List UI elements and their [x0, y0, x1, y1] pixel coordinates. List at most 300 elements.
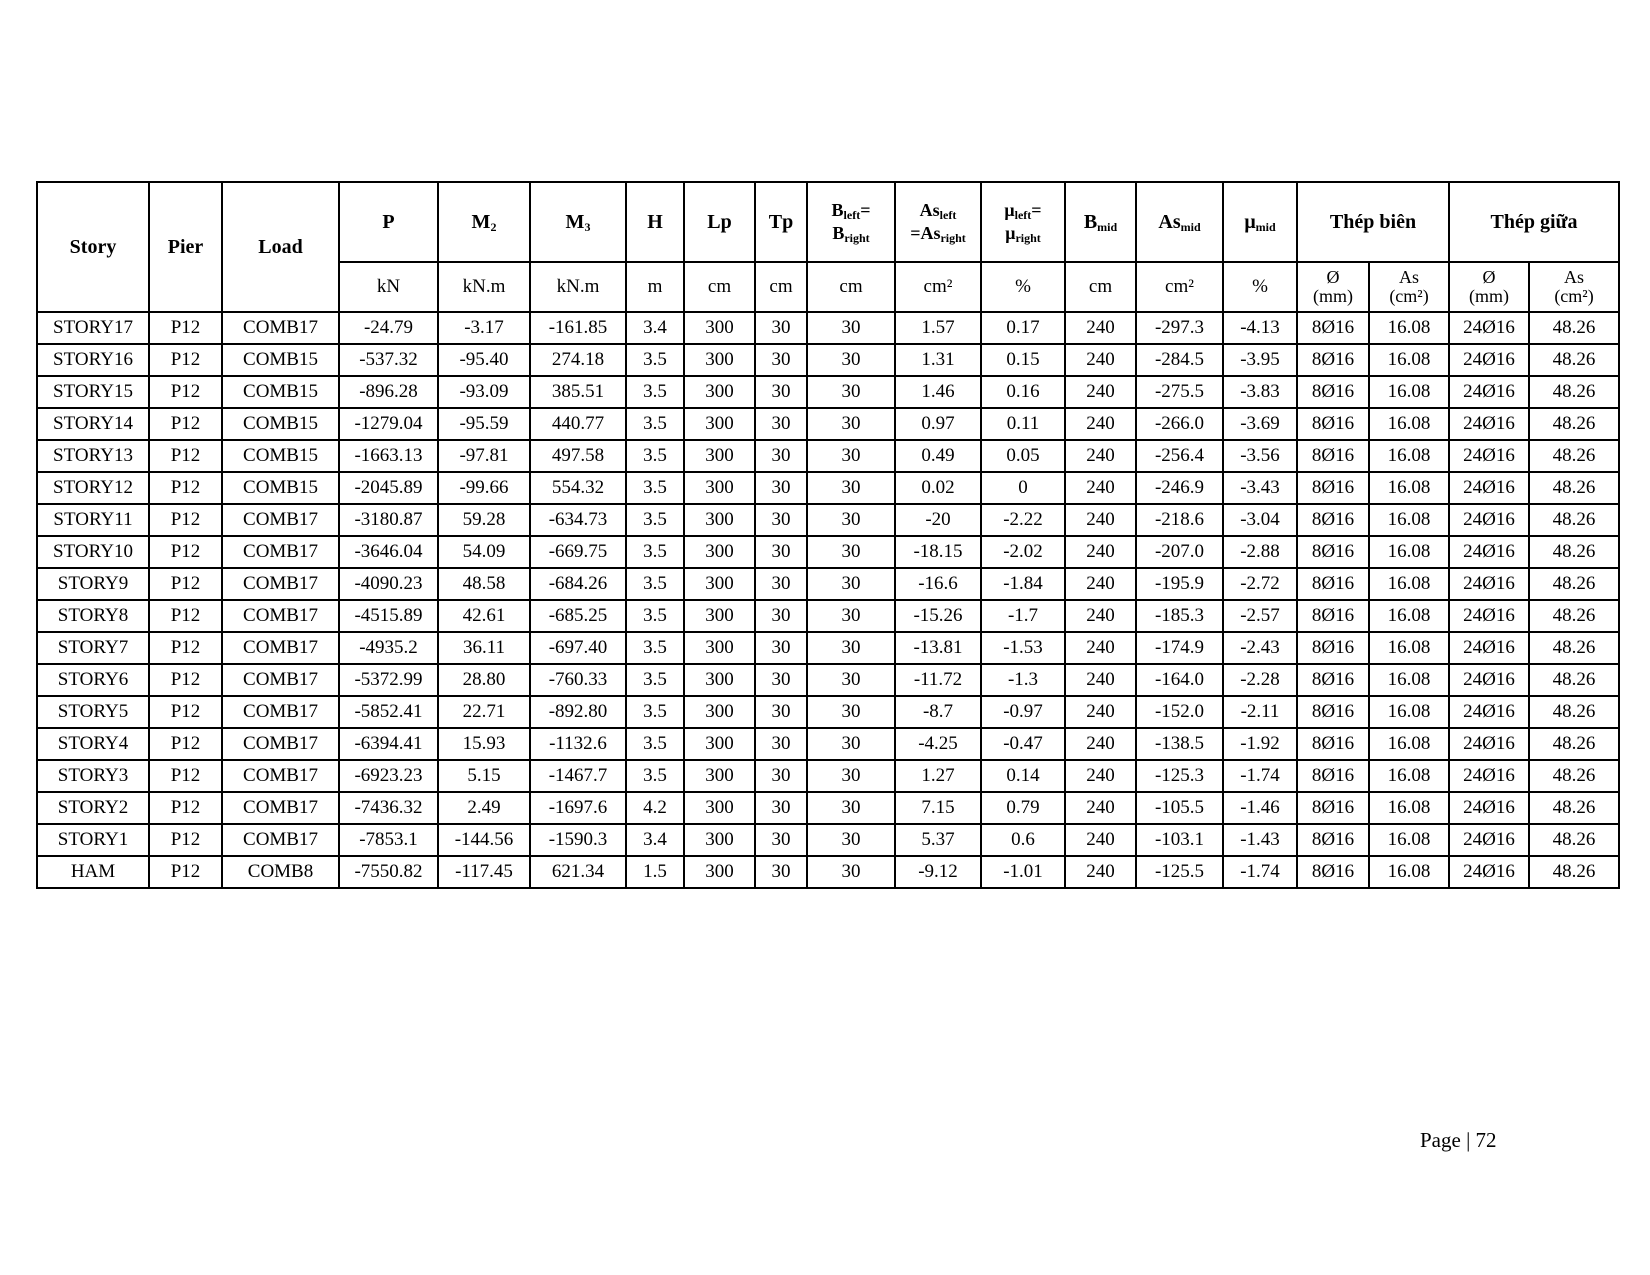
- cell-h: 3.5: [626, 440, 684, 472]
- cell-tp: 30: [755, 504, 807, 536]
- cell-h: 3.5: [626, 472, 684, 504]
- cell-lp: 300: [684, 344, 755, 376]
- cell-giua-as: 48.26: [1529, 472, 1619, 504]
- header-p: P: [339, 182, 438, 262]
- cell-tp: 30: [755, 664, 807, 696]
- cell-mu: 0.17: [981, 312, 1065, 344]
- unit-bien-as: As (cm²): [1369, 262, 1449, 312]
- table-row: [37, 632, 1619, 664]
- unit-m3: kN.m: [530, 262, 626, 312]
- cell-m2: -3.17: [438, 312, 530, 344]
- cell-tp: 30: [755, 856, 807, 888]
- cell-b: 30: [807, 728, 895, 760]
- cell-as-mid: -207.0: [1136, 536, 1223, 568]
- cell-tp: 30: [755, 376, 807, 408]
- cell-b: 30: [807, 504, 895, 536]
- cell-h: 3.5: [626, 344, 684, 376]
- cell-load: COMB15: [222, 376, 339, 408]
- cell-as: -8.7: [895, 696, 981, 728]
- cell-load: COMB17: [222, 760, 339, 792]
- header-load: Load: [222, 182, 339, 312]
- cell-b-mid: 240: [1065, 664, 1136, 696]
- cell-tp: 30: [755, 792, 807, 824]
- cell-as: 0.02: [895, 472, 981, 504]
- cell-load: COMB17: [222, 504, 339, 536]
- cell-pier: P12: [149, 696, 222, 728]
- cell-m2: -144.56: [438, 824, 530, 856]
- cell-as: -15.26: [895, 600, 981, 632]
- table-row: [37, 696, 1619, 728]
- cell-tp: 30: [755, 632, 807, 664]
- header-b-mid: Bmid: [1065, 182, 1136, 262]
- cell-mu: -1.01: [981, 856, 1065, 888]
- cell-giua-as: 48.26: [1529, 568, 1619, 600]
- cell-p: -5372.99: [339, 664, 438, 696]
- cell-m2: 5.15: [438, 760, 530, 792]
- cell-lp: 300: [684, 696, 755, 728]
- cell-m3: 385.51: [530, 376, 626, 408]
- header-thep-bien: Thép biên: [1297, 182, 1449, 262]
- cell-p: -7853.1: [339, 824, 438, 856]
- cell-bien-rebar: 8Ø16: [1297, 344, 1369, 376]
- cell-pier: P12: [149, 504, 222, 536]
- cell-p: -1663.13: [339, 440, 438, 472]
- cell-lp: 300: [684, 312, 755, 344]
- cell-mu: -0.97: [981, 696, 1065, 728]
- table-row: [37, 536, 1619, 568]
- cell-giua-as: 48.26: [1529, 536, 1619, 568]
- page-number: Page | 72: [1420, 1128, 1497, 1152]
- cell-story: STORY2: [37, 792, 149, 824]
- cell-load: COMB17: [222, 664, 339, 696]
- cell-mu: -1.53: [981, 632, 1065, 664]
- cell-b-mid: 240: [1065, 344, 1136, 376]
- cell-m3: -1590.3: [530, 824, 626, 856]
- cell-h: 3.5: [626, 728, 684, 760]
- cell-as: 1.57: [895, 312, 981, 344]
- unit-giua-as: As (cm²): [1529, 262, 1619, 312]
- table-row: [37, 440, 1619, 472]
- cell-giua-rebar: 24Ø16: [1449, 824, 1529, 856]
- cell-bien-as: 16.08: [1369, 344, 1449, 376]
- cell-pier: P12: [149, 600, 222, 632]
- table-row: [37, 600, 1619, 632]
- cell-bien-rebar: 8Ø16: [1297, 440, 1369, 472]
- cell-giua-as: 48.26: [1529, 312, 1619, 344]
- cell-load: COMB15: [222, 408, 339, 440]
- cell-as: -4.25: [895, 728, 981, 760]
- cell-bien-rebar: 8Ø16: [1297, 856, 1369, 888]
- cell-mu: 0: [981, 472, 1065, 504]
- cell-mu-mid: -2.11: [1223, 696, 1297, 728]
- cell-story: STORY8: [37, 600, 149, 632]
- cell-load: COMB17: [222, 632, 339, 664]
- cell-m3: -1697.6: [530, 792, 626, 824]
- cell-b: 30: [807, 760, 895, 792]
- pier-design-table: [36, 181, 1620, 889]
- cell-p: -3646.04: [339, 536, 438, 568]
- header-tp: Tp: [755, 182, 807, 262]
- cell-giua-as: 48.26: [1529, 664, 1619, 696]
- table-row: [37, 408, 1619, 440]
- cell-h: 3.5: [626, 536, 684, 568]
- header-h: H: [626, 182, 684, 262]
- cell-p: -4935.2: [339, 632, 438, 664]
- unit-lp: cm: [684, 262, 755, 312]
- cell-giua-as: 48.26: [1529, 792, 1619, 824]
- cell-giua-as: 48.26: [1529, 600, 1619, 632]
- cell-tp: 30: [755, 568, 807, 600]
- cell-giua-as: 48.26: [1529, 728, 1619, 760]
- cell-bien-as: 16.08: [1369, 504, 1449, 536]
- unit-bien-diameter: Ø (mm): [1297, 262, 1369, 312]
- cell-giua-as: 48.26: [1529, 856, 1619, 888]
- cell-p: -1279.04: [339, 408, 438, 440]
- cell-bien-as: 16.08: [1369, 472, 1449, 504]
- cell-bien-rebar: 8Ø16: [1297, 760, 1369, 792]
- table-row: [37, 728, 1619, 760]
- cell-as-mid: -174.9: [1136, 632, 1223, 664]
- cell-mu-mid: -1.74: [1223, 856, 1297, 888]
- cell-m2: -93.09: [438, 376, 530, 408]
- cell-b: 30: [807, 792, 895, 824]
- cell-m2: 48.58: [438, 568, 530, 600]
- cell-mu-mid: -3.95: [1223, 344, 1297, 376]
- cell-story: STORY14: [37, 408, 149, 440]
- cell-tp: 30: [755, 536, 807, 568]
- cell-mu-mid: -1.46: [1223, 792, 1297, 824]
- cell-p: -3180.87: [339, 504, 438, 536]
- cell-m3: -1132.6: [530, 728, 626, 760]
- cell-mu: 0.79: [981, 792, 1065, 824]
- cell-load: COMB17: [222, 696, 339, 728]
- cell-b-mid: 240: [1065, 472, 1136, 504]
- cell-m2: 22.71: [438, 696, 530, 728]
- header-thep-giua: Thép giữa: [1449, 182, 1619, 262]
- cell-b-mid: 240: [1065, 408, 1136, 440]
- cell-giua-rebar: 24Ø16: [1449, 376, 1529, 408]
- cell-story: STORY13: [37, 440, 149, 472]
- cell-h: 3.4: [626, 824, 684, 856]
- cell-giua-as: 48.26: [1529, 632, 1619, 664]
- cell-giua-rebar: 24Ø16: [1449, 440, 1529, 472]
- cell-giua-rebar: 24Ø16: [1449, 504, 1529, 536]
- cell-mu-mid: -2.72: [1223, 568, 1297, 600]
- cell-pier: P12: [149, 440, 222, 472]
- cell-b-mid: 240: [1065, 632, 1136, 664]
- cell-load: COMB17: [222, 792, 339, 824]
- header-row-names: [37, 182, 1619, 262]
- table-header: [37, 182, 1619, 312]
- header-pier: Pier: [149, 182, 222, 312]
- cell-mu: 0.11: [981, 408, 1065, 440]
- cell-pier: P12: [149, 376, 222, 408]
- cell-bien-as: 16.08: [1369, 856, 1449, 888]
- cell-mu-mid: -2.88: [1223, 536, 1297, 568]
- cell-mu: -1.3: [981, 664, 1065, 696]
- cell-lp: 300: [684, 664, 755, 696]
- cell-bien-as: 16.08: [1369, 760, 1449, 792]
- cell-h: 3.5: [626, 600, 684, 632]
- cell-as-mid: -284.5: [1136, 344, 1223, 376]
- cell-giua-as: 48.26: [1529, 824, 1619, 856]
- cell-pier: P12: [149, 344, 222, 376]
- cell-bien-rebar: 8Ø16: [1297, 504, 1369, 536]
- cell-mu: -2.22: [981, 504, 1065, 536]
- cell-m3: -760.33: [530, 664, 626, 696]
- cell-lp: 300: [684, 856, 755, 888]
- table-row: [37, 472, 1619, 504]
- cell-b-mid: 240: [1065, 824, 1136, 856]
- cell-story: HAM: [37, 856, 149, 888]
- cell-as-mid: -195.9: [1136, 568, 1223, 600]
- cell-m3: -685.25: [530, 600, 626, 632]
- cell-giua-rebar: 24Ø16: [1449, 600, 1529, 632]
- header-mu-left-right: μleft= μright: [981, 182, 1065, 262]
- cell-b: 30: [807, 568, 895, 600]
- header-m2: M2: [438, 182, 530, 262]
- unit-tp: cm: [755, 262, 807, 312]
- cell-tp: 30: [755, 600, 807, 632]
- cell-b: 30: [807, 408, 895, 440]
- cell-lp: 300: [684, 472, 755, 504]
- cell-b: 30: [807, 632, 895, 664]
- cell-as-mid: -275.5: [1136, 376, 1223, 408]
- cell-mu-mid: -1.92: [1223, 728, 1297, 760]
- cell-giua-rebar: 24Ø16: [1449, 760, 1529, 792]
- cell-pier: P12: [149, 856, 222, 888]
- cell-lp: 300: [684, 632, 755, 664]
- cell-b-mid: 240: [1065, 376, 1136, 408]
- cell-bien-rebar: 8Ø16: [1297, 792, 1369, 824]
- cell-p: -7436.32: [339, 792, 438, 824]
- cell-tp: 30: [755, 760, 807, 792]
- cell-b: 30: [807, 600, 895, 632]
- cell-as: -20: [895, 504, 981, 536]
- cell-giua-rebar: 24Ø16: [1449, 632, 1529, 664]
- cell-mu: 0.14: [981, 760, 1065, 792]
- cell-bien-as: 16.08: [1369, 728, 1449, 760]
- cell-pier: P12: [149, 664, 222, 696]
- cell-as-mid: -105.5: [1136, 792, 1223, 824]
- cell-b-mid: 240: [1065, 504, 1136, 536]
- cell-as: 7.15: [895, 792, 981, 824]
- cell-as: -9.12: [895, 856, 981, 888]
- cell-story: STORY5: [37, 696, 149, 728]
- cell-m3: -669.75: [530, 536, 626, 568]
- cell-as: -16.6: [895, 568, 981, 600]
- cell-tp: 30: [755, 344, 807, 376]
- cell-load: COMB15: [222, 344, 339, 376]
- cell-as-mid: -103.1: [1136, 824, 1223, 856]
- cell-load: COMB17: [222, 600, 339, 632]
- cell-giua-rebar: 24Ø16: [1449, 728, 1529, 760]
- cell-m2: 54.09: [438, 536, 530, 568]
- cell-as-mid: -152.0: [1136, 696, 1223, 728]
- cell-h: 3.5: [626, 664, 684, 696]
- cell-mu-mid: -2.28: [1223, 664, 1297, 696]
- cell-giua-as: 48.26: [1529, 696, 1619, 728]
- cell-b-mid: 240: [1065, 856, 1136, 888]
- cell-m3: -1467.7: [530, 760, 626, 792]
- cell-load: COMB17: [222, 536, 339, 568]
- cell-pier: P12: [149, 760, 222, 792]
- cell-story: STORY9: [37, 568, 149, 600]
- header-lp: Lp: [684, 182, 755, 262]
- cell-bien-as: 16.08: [1369, 440, 1449, 472]
- unit-p: kN: [339, 262, 438, 312]
- cell-p: -7550.82: [339, 856, 438, 888]
- cell-as-mid: -125.3: [1136, 760, 1223, 792]
- cell-mu: 0.05: [981, 440, 1065, 472]
- cell-m2: 15.93: [438, 728, 530, 760]
- cell-giua-as: 48.26: [1529, 408, 1619, 440]
- cell-bien-rebar: 8Ø16: [1297, 600, 1369, 632]
- cell-b: 30: [807, 536, 895, 568]
- cell-bien-rebar: 8Ø16: [1297, 472, 1369, 504]
- cell-pier: P12: [149, 312, 222, 344]
- cell-bien-rebar: 8Ø16: [1297, 568, 1369, 600]
- cell-bien-rebar: 8Ø16: [1297, 376, 1369, 408]
- cell-story: STORY16: [37, 344, 149, 376]
- cell-giua-rebar: 24Ø16: [1449, 568, 1529, 600]
- cell-b-mid: 240: [1065, 760, 1136, 792]
- cell-p: -6394.41: [339, 728, 438, 760]
- cell-as: -11.72: [895, 664, 981, 696]
- cell-bien-as: 16.08: [1369, 376, 1449, 408]
- cell-load: COMB17: [222, 824, 339, 856]
- cell-pier: P12: [149, 632, 222, 664]
- cell-pier: P12: [149, 792, 222, 824]
- cell-giua-rebar: 24Ø16: [1449, 536, 1529, 568]
- cell-mu: 0.16: [981, 376, 1065, 408]
- cell-lp: 300: [684, 408, 755, 440]
- cell-bien-as: 16.08: [1369, 824, 1449, 856]
- cell-p: -896.28: [339, 376, 438, 408]
- cell-b-mid: 240: [1065, 728, 1136, 760]
- cell-as: 5.37: [895, 824, 981, 856]
- cell-b-mid: 240: [1065, 792, 1136, 824]
- cell-lp: 300: [684, 376, 755, 408]
- cell-b: 30: [807, 824, 895, 856]
- cell-p: -4090.23: [339, 568, 438, 600]
- cell-h: 3.5: [626, 408, 684, 440]
- cell-mu-mid: -2.43: [1223, 632, 1297, 664]
- cell-mu-mid: -2.57: [1223, 600, 1297, 632]
- cell-tp: 30: [755, 312, 807, 344]
- cell-b-mid: 240: [1065, 568, 1136, 600]
- header-as-left-right: Asleft =Asright: [895, 182, 981, 262]
- cell-lp: 300: [684, 728, 755, 760]
- cell-as-mid: -125.5: [1136, 856, 1223, 888]
- cell-b-mid: 240: [1065, 696, 1136, 728]
- cell-bien-as: 16.08: [1369, 568, 1449, 600]
- cell-as-mid: -218.6: [1136, 504, 1223, 536]
- cell-giua-as: 48.26: [1529, 344, 1619, 376]
- table-row: [37, 344, 1619, 376]
- cell-lp: 300: [684, 440, 755, 472]
- table-row: [37, 376, 1619, 408]
- cell-story: STORY12: [37, 472, 149, 504]
- cell-pier: P12: [149, 568, 222, 600]
- cell-mu: 0.15: [981, 344, 1065, 376]
- cell-bien-as: 16.08: [1369, 408, 1449, 440]
- cell-as: -18.15: [895, 536, 981, 568]
- cell-giua-rebar: 24Ø16: [1449, 344, 1529, 376]
- cell-mu-mid: -3.83: [1223, 376, 1297, 408]
- cell-bien-as: 16.08: [1369, 536, 1449, 568]
- table-row: [37, 856, 1619, 888]
- cell-h: 3.5: [626, 760, 684, 792]
- cell-story: STORY11: [37, 504, 149, 536]
- cell-m2: -99.66: [438, 472, 530, 504]
- header-b-left-right: Bleft= Bright: [807, 182, 895, 262]
- cell-m3: -634.73: [530, 504, 626, 536]
- cell-m2: 42.61: [438, 600, 530, 632]
- cell-as-mid: -266.0: [1136, 408, 1223, 440]
- header-mu-mid: μmid: [1223, 182, 1297, 262]
- cell-tp: 30: [755, 472, 807, 504]
- cell-m2: -117.45: [438, 856, 530, 888]
- cell-load: COMB17: [222, 568, 339, 600]
- cell-bien-rebar: 8Ø16: [1297, 632, 1369, 664]
- cell-bien-as: 16.08: [1369, 600, 1449, 632]
- cell-mu: 0.6: [981, 824, 1065, 856]
- table-row: [37, 568, 1619, 600]
- cell-as-mid: -246.9: [1136, 472, 1223, 504]
- cell-h: 3.4: [626, 312, 684, 344]
- table-row: [37, 760, 1619, 792]
- cell-pier: P12: [149, 728, 222, 760]
- cell-m2: -95.40: [438, 344, 530, 376]
- cell-as: 1.31: [895, 344, 981, 376]
- unit-h: m: [626, 262, 684, 312]
- cell-bien-rebar: 8Ø16: [1297, 312, 1369, 344]
- cell-b: 30: [807, 856, 895, 888]
- cell-p: -5852.41: [339, 696, 438, 728]
- cell-mu-mid: -3.43: [1223, 472, 1297, 504]
- unit-mu-mid: %: [1223, 262, 1297, 312]
- header-m3: M3: [530, 182, 626, 262]
- cell-pier: P12: [149, 536, 222, 568]
- cell-story: STORY1: [37, 824, 149, 856]
- cell-h: 3.5: [626, 568, 684, 600]
- cell-m3: 554.32: [530, 472, 626, 504]
- cell-story: STORY4: [37, 728, 149, 760]
- cell-mu: -2.02: [981, 536, 1065, 568]
- cell-m3: 274.18: [530, 344, 626, 376]
- cell-lp: 300: [684, 792, 755, 824]
- cell-mu-mid: -4.13: [1223, 312, 1297, 344]
- cell-mu-mid: -3.56: [1223, 440, 1297, 472]
- cell-m3: 497.58: [530, 440, 626, 472]
- cell-m3: -892.80: [530, 696, 626, 728]
- unit-m2: kN.m: [438, 262, 530, 312]
- unit-mu: %: [981, 262, 1065, 312]
- cell-story: STORY3: [37, 760, 149, 792]
- cell-p: -537.32: [339, 344, 438, 376]
- cell-b-mid: 240: [1065, 312, 1136, 344]
- cell-load: COMB15: [222, 440, 339, 472]
- table-row: [37, 312, 1619, 344]
- cell-story: STORY15: [37, 376, 149, 408]
- cell-h: 3.5: [626, 504, 684, 536]
- cell-tp: 30: [755, 696, 807, 728]
- cell-pier: P12: [149, 472, 222, 504]
- cell-p: -2045.89: [339, 472, 438, 504]
- cell-bien-rebar: 8Ø16: [1297, 664, 1369, 696]
- cell-b: 30: [807, 664, 895, 696]
